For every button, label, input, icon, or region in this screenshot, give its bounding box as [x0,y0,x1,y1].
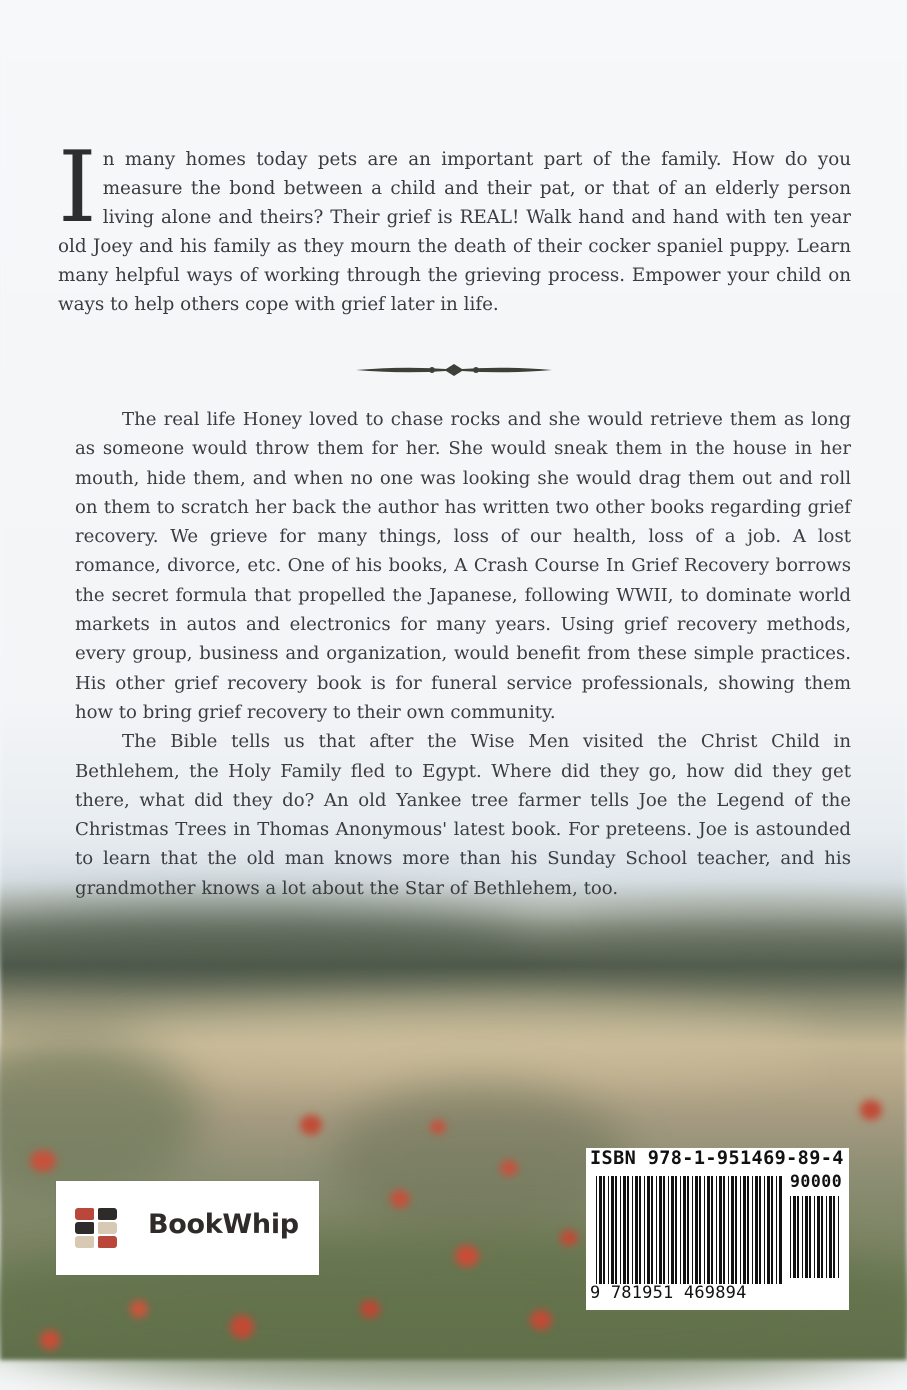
barcode-bar [680,1176,681,1284]
barcode-bar [829,1196,832,1278]
barcode-bar [620,1176,621,1284]
isbn-label: ISBN 978-1-951469-89-4 [590,1148,844,1169]
barcode-bar [599,1176,602,1284]
poppy [455,1245,479,1267]
barcode-bar [623,1176,626,1284]
barcode-bar [805,1196,808,1278]
poppy [360,1300,380,1318]
body-paragraph-2: The Bible tells us that after the Wise Men visited the Christ Child in Bethlehem, the Holy Family fled to Egypt. Where did they go, how did they get there, what did they do? An old Yankee tree farmer tells Joe the Legend of the Christmas Trees in Thomas Anonymous' latest book. For preteens. Joe is astounded to learn that the old man knows more than his Sunday School teacher, and his grandmother knows a lot about the Star of Bethlehem, too. [75,731,851,899]
barcode-bar [838,1196,839,1278]
barcode-bar [731,1176,734,1284]
price-code: 90000 [790,1172,843,1191]
barcode-bar [639,1176,641,1284]
barcode-bar [779,1176,782,1284]
barcode-bar [632,1176,633,1284]
body-text [75,405,851,903]
poppy [430,1120,446,1134]
bookwhip-logo-icon [75,1206,119,1250]
barcode-bar [704,1176,705,1284]
barcode-bar [671,1176,674,1284]
poppy [390,1190,410,1208]
barcode-bar [663,1176,665,1284]
isbn-barcode [586,1148,849,1310]
barcode-bar [833,1196,835,1278]
barcode-bar [707,1176,710,1284]
barcode-bar [692,1176,693,1284]
barcode-bar [687,1176,689,1284]
barcode-bar [723,1176,725,1284]
barcode-bar [747,1176,749,1284]
barcode-bar [814,1196,815,1278]
barcode-bar [793,1196,796,1278]
barcode-bar [764,1176,765,1284]
barcode-bar [719,1176,722,1284]
barcode-bar [802,1196,803,1278]
ean-barcode-bars [596,1176,784,1288]
barcode-bar [651,1176,653,1284]
poppy [40,1330,60,1350]
barcode-bar [683,1176,686,1284]
barcode-bar [644,1176,645,1284]
intro-text: n many homes today pets are an important part of the family. How do you measure the bond between a child and their pat, or that of an elderly person living alone and theirs? Their grief is REAL! Walk hand and hand with ten year old Joey and his family as they mourn the death of their cocker spaniel puppy. Learn many helpful ways of working through the grieving process. Empower your child on ways to help others cope with grief later in life. [58,149,851,315]
poppy [500,1160,518,1176]
barcode-bar [740,1176,741,1284]
barcode-bar [797,1196,799,1278]
barcode-bar [603,1176,605,1284]
poppy [230,1315,254,1339]
barcode-bar [821,1196,823,1278]
barcode-bar [771,1176,773,1284]
barcode-bar [826,1196,827,1278]
barcode-bar [675,1176,677,1284]
barcode-bar [752,1176,753,1284]
barcode-bar [627,1176,629,1284]
drop-cap: I [58,131,97,245]
body-paragraph-1: The real life Honey loved to chase rocks and she would retrieve them as long as someone would throw them for her. She would sneak them in the house in her mouth, hide them, and when no one was looking she would drag them out and roll on them to scratch her back the author has written two other books regarding grief recovery. We grieve for many things, loss of our health, loss of a job. A lost romance, divorce, etc. One of his books, A Crash Course In Grief Recovery borrows the secret formula that propelled the Japanese, following WWII, to dominate world markets in autos and electronics for many years. Using grief recovery methods, every group, business and organization, would benefit from these simple practices. His other grief recovery book is for funeral service professionals, showing them how to bring grief recovery to their own community. [75,409,851,723]
barcode-bar [635,1176,638,1284]
barcode-bar [776,1176,777,1284]
barcode-bar [755,1176,758,1284]
background-field [120,1010,820,1080]
barcode-bar [809,1196,811,1278]
publisher-name: BookWhip [148,1209,299,1240]
barcode-bar [759,1176,761,1284]
barcode-bar [711,1176,713,1284]
barcode-bar [728,1176,729,1284]
intro-paragraph [58,131,851,319]
poppy [300,1115,322,1135]
barcode-bar [656,1176,657,1284]
barcode-bar [767,1176,770,1284]
barcode-bar [743,1176,746,1284]
divider-ornament [354,362,554,378]
background-tree [330,1085,630,1235]
barcode-bar [790,1196,791,1278]
barcode-bar [615,1176,617,1284]
barcode-bar [647,1176,650,1284]
barcode-bar [716,1176,717,1284]
poppy [860,1100,882,1120]
poppy [530,1310,552,1330]
price-barcode-bars [790,1196,842,1278]
barcode-bar [611,1176,614,1284]
barcode-bar [608,1176,609,1284]
barcode-bar [596,1176,597,1284]
publisher-logo-card [56,1181,319,1275]
barcode-bar [735,1176,737,1284]
barcode-bar [659,1176,662,1284]
barcode-bar [668,1176,669,1284]
barcode-bar [695,1176,698,1284]
poppy [130,1300,148,1318]
poppy [30,1150,56,1172]
barcode-bar [817,1196,820,1278]
barcode-bar [699,1176,701,1284]
barcode-digits: 9 781951 469894 [590,1283,747,1303]
poppy [560,1230,578,1246]
